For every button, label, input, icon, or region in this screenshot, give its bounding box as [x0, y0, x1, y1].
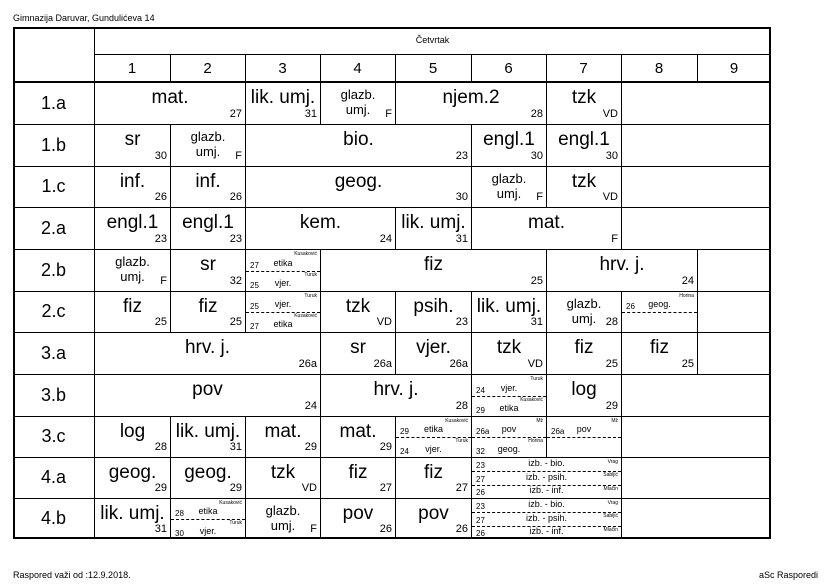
lesson-subject: engl.1 — [558, 129, 610, 150]
split-room: 23 — [476, 502, 485, 512]
split-teacher: Kusaković — [294, 313, 317, 319]
lesson-cell — [547, 167, 621, 207]
lesson-subject: sr — [124, 129, 141, 150]
lesson-cell — [547, 292, 621, 332]
grid-line — [621, 416, 622, 457]
lesson-teacher: F — [310, 523, 317, 535]
lesson-cell — [95, 83, 245, 124]
split-room: 24 — [400, 447, 409, 456]
lesson-cell — [246, 208, 395, 249]
lesson-cell — [547, 417, 621, 457]
lesson-cell — [472, 167, 546, 207]
split-room: 23 — [476, 461, 485, 471]
split-divider — [622, 312, 697, 313]
split-room: 26 — [476, 487, 485, 497]
grid-line — [621, 207, 622, 249]
split-subject: vjer. — [199, 526, 217, 536]
lesson-subject: tzk — [571, 171, 597, 192]
split-lesson — [622, 292, 697, 312]
lesson-room: VD — [527, 358, 543, 370]
lesson-cell — [246, 417, 320, 457]
lesson-subject: pov — [192, 379, 223, 400]
split-lesson — [547, 417, 621, 437]
split-subject: vjer. — [274, 278, 292, 288]
split-room: 27 — [476, 515, 485, 525]
period-header: 5 — [428, 60, 438, 77]
split-teacher: Sabljić — [603, 513, 618, 520]
lesson-room: 31 — [304, 108, 317, 120]
grid-line — [697, 332, 698, 374]
lesson-subject: fiz — [424, 254, 443, 275]
lesson-teacher: F — [385, 108, 392, 120]
split-room: 26a — [551, 427, 565, 436]
lesson-room: 23 — [154, 233, 167, 245]
lesson-subject: hrv. j. — [373, 379, 419, 400]
lesson-cell — [321, 499, 395, 539]
split-lesson — [396, 437, 471, 457]
split-room: 29 — [476, 406, 485, 415]
lesson-cell — [95, 499, 170, 539]
lesson-subject: tzk — [571, 87, 597, 108]
lesson-subject: mat. — [528, 212, 565, 233]
split-teacher: Turuk — [229, 520, 242, 526]
lesson-room: 26 — [455, 523, 468, 535]
lesson-cell — [246, 458, 320, 498]
lesson-room: 27 — [229, 108, 242, 120]
lesson-subject: lik. umj. — [100, 503, 165, 524]
split-subject: pov — [501, 424, 517, 434]
class-label: 1.a — [40, 93, 67, 113]
lesson-cell — [396, 499, 471, 539]
lesson-subject: lik. umj. — [175, 421, 241, 442]
grid-line — [621, 498, 622, 539]
lesson-subject: psih. — [413, 296, 454, 317]
period-header: 1 — [127, 60, 137, 77]
lesson-room: 25 — [530, 275, 543, 287]
split-lesson — [472, 512, 621, 525]
lesson-cell — [396, 417, 471, 457]
split-room: 25 — [250, 302, 259, 311]
lesson-room: VD — [376, 316, 392, 328]
split-teacher: Vrag — [607, 459, 618, 465]
lesson-cell — [547, 125, 621, 166]
lesson-cell — [472, 458, 621, 498]
lesson-room: 28 — [605, 316, 618, 328]
lesson-cell — [95, 375, 320, 416]
lesson-subject: njem.2 — [442, 87, 500, 108]
period-header: 2 — [203, 60, 212, 77]
split-lesson — [472, 458, 621, 471]
lesson-cell — [472, 125, 546, 166]
lesson-subject: sr — [200, 254, 216, 275]
lesson-teacher: F — [235, 150, 242, 162]
split-teacher: Kusaković — [294, 251, 317, 257]
period-header: 8 — [654, 60, 664, 77]
lesson-room: 28 — [530, 108, 543, 120]
period-header: 6 — [504, 60, 513, 77]
lesson-room: 31 — [455, 233, 468, 245]
class-label: 3.c — [41, 426, 66, 446]
lesson-subject: glazb. umj. — [491, 171, 527, 201]
split-room: 25 — [250, 281, 259, 290]
lesson-room: 26 — [154, 191, 167, 203]
lesson-cell — [246, 250, 320, 291]
lesson-teacher: F — [160, 275, 167, 287]
lesson-subject: mat. — [264, 421, 302, 442]
lesson-subject: fiz — [574, 337, 594, 358]
lesson-subject: tzk — [496, 337, 522, 358]
grid-line — [621, 457, 622, 498]
grid-line — [621, 374, 622, 416]
lesson-cell — [472, 499, 621, 539]
split-teacher: Mž — [611, 418, 618, 424]
grid-line — [621, 166, 622, 207]
brand-label: aSc Rasporedi — [758, 570, 818, 580]
split-teacher: Turuk — [304, 271, 317, 278]
lesson-cell — [321, 458, 395, 498]
split-room: 27 — [250, 322, 259, 331]
lesson-cell — [171, 250, 245, 291]
lesson-cell — [95, 167, 170, 207]
lesson-cell — [171, 417, 245, 457]
lesson-subject: tzk — [345, 296, 371, 317]
split-subject: etika — [273, 319, 293, 329]
split-teacher: Turuk — [455, 438, 468, 444]
lesson-subject: fiz — [198, 296, 218, 317]
lesson-subject: glazb. umj. — [115, 254, 150, 284]
lesson-subject: bio. — [343, 129, 374, 150]
grid-line — [621, 124, 622, 166]
split-subject: etika — [273, 257, 293, 268]
lesson-room: 24 — [379, 233, 392, 245]
split-subject: vjer. — [500, 382, 518, 393]
class-label: 2.a — [40, 218, 67, 238]
lesson-room: 24 — [681, 275, 694, 287]
split-lesson — [472, 485, 621, 498]
split-subject: geog. — [648, 299, 671, 309]
lesson-subject: tzk — [270, 462, 296, 483]
split-lesson — [472, 526, 621, 539]
class-label: 4.b — [40, 508, 67, 528]
split-room: 26a — [476, 427, 490, 436]
lesson-cell — [321, 333, 395, 374]
lesson-room: 23 — [455, 316, 468, 328]
split-lesson — [472, 437, 546, 457]
split-subject: vjer. — [425, 444, 442, 454]
split-lesson — [246, 271, 320, 292]
split-lesson — [246, 292, 320, 312]
lesson-cell — [95, 208, 170, 249]
lesson-cell — [171, 292, 245, 332]
split-room: 26 — [476, 528, 485, 538]
class-label: 2.b — [40, 260, 67, 280]
lesson-subject: geog. — [108, 462, 157, 483]
lesson-cell — [246, 292, 320, 332]
split-subject: izb. - bio. — [528, 499, 565, 510]
split-room: 27 — [250, 260, 259, 270]
lesson-room: VD — [301, 482, 317, 494]
lesson-cell — [472, 333, 546, 374]
lesson-cell — [321, 292, 395, 332]
split-teacher: Kusaković — [520, 396, 543, 403]
lesson-cell — [396, 83, 546, 124]
lesson-room: 24 — [304, 400, 317, 412]
split-room: 32 — [476, 447, 485, 456]
lesson-room: 26a — [449, 358, 468, 370]
lesson-room: 29 — [154, 482, 167, 494]
split-teacher: Horina — [679, 293, 694, 299]
lesson-subject: sr — [350, 337, 366, 358]
lesson-room: 29 — [605, 400, 618, 412]
lesson-cell — [472, 208, 621, 249]
split-subject: izb. - bio. — [528, 458, 565, 469]
lesson-room: 31 — [530, 316, 543, 328]
class-label: 2.c — [41, 301, 66, 321]
lesson-room: 30 — [154, 150, 167, 162]
split-lesson — [171, 519, 245, 539]
lesson-subject: lik. umj. — [401, 212, 466, 233]
split-room: 29 — [400, 427, 409, 436]
split-lesson — [472, 417, 546, 437]
lesson-subject: fiz — [650, 337, 669, 358]
lesson-room: 27 — [379, 482, 392, 494]
lesson-cell — [321, 83, 395, 124]
split-lesson — [472, 396, 546, 417]
split-teacher: Turuk — [304, 293, 317, 299]
grid-line — [697, 291, 698, 332]
lesson-subject: geog. — [334, 171, 383, 192]
lesson-subject: lik. umj. — [250, 87, 316, 108]
split-subject: vjer. — [274, 299, 292, 309]
lesson-subject: inf. — [119, 171, 146, 192]
split-teacher: Mlačin — [603, 526, 618, 533]
lesson-room: 30 — [455, 191, 468, 203]
lesson-room: 27 — [455, 482, 468, 494]
lesson-subject: kem. — [299, 212, 342, 233]
lesson-cell — [547, 83, 621, 124]
lesson-cell — [246, 499, 320, 539]
lesson-room: 29 — [304, 441, 317, 453]
split-subject: etika — [499, 403, 519, 413]
split-lesson — [246, 312, 320, 332]
lesson-cell — [396, 208, 471, 249]
lesson-cell — [171, 125, 245, 166]
split-lesson — [472, 499, 621, 512]
lesson-teacher: F — [611, 233, 618, 245]
lesson-cell — [622, 292, 697, 332]
split-subject: izb. - psih. — [525, 471, 567, 482]
split-teacher: Mž — [536, 418, 543, 424]
lesson-cell — [95, 125, 170, 166]
lesson-cell — [547, 375, 621, 416]
period-header: 7 — [579, 60, 588, 77]
split-teacher: Turuk — [530, 376, 543, 382]
lesson-subject: inf. — [195, 171, 221, 192]
lesson-room: VD — [602, 191, 618, 203]
split-subject: izb. - inf. — [529, 525, 564, 536]
lesson-subject: engl.1 — [483, 129, 535, 150]
lesson-room: 26 — [229, 191, 242, 203]
lesson-cell — [396, 333, 471, 374]
split-subject: izb. - inf. — [529, 484, 564, 495]
split-room: 27 — [476, 474, 485, 484]
split-room: 26 — [626, 302, 635, 311]
lesson-room: 31 — [154, 523, 167, 535]
lesson-room: 23 — [229, 233, 242, 245]
class-label: 1.c — [41, 176, 66, 196]
lesson-room: 30 — [605, 150, 618, 162]
day-header: Četvrtak — [415, 35, 450, 45]
lesson-subject: log — [571, 379, 597, 400]
lesson-room: 28 — [154, 441, 167, 453]
lesson-cell — [171, 458, 245, 498]
lesson-room: 29 — [229, 482, 242, 494]
split-room: 28 — [175, 509, 184, 518]
split-teacher: Kusaković — [445, 418, 468, 424]
split-lesson — [472, 375, 546, 396]
lesson-subject: engl.1 — [182, 212, 234, 233]
class-label: 1.b — [40, 135, 67, 155]
split-lesson — [396, 417, 471, 437]
lesson-subject: mat. — [339, 421, 377, 442]
lesson-subject: pov — [418, 503, 449, 524]
lesson-subject: hrv. j. — [599, 254, 645, 275]
lesson-subject: vjer. — [416, 337, 451, 358]
period-header: 9 — [729, 60, 739, 77]
split-lesson — [171, 499, 245, 519]
lesson-room: 26 — [379, 523, 392, 535]
lesson-room: 25 — [605, 358, 618, 370]
split-divider — [547, 437, 621, 438]
lesson-subject: engl.1 — [106, 212, 159, 233]
lesson-subject: glazb. umj. — [340, 87, 376, 117]
lesson-cell — [246, 83, 320, 124]
split-teacher: Sabljić — [603, 472, 618, 479]
lesson-room: VD — [602, 108, 618, 120]
split-teacher: Vrag — [607, 500, 618, 506]
lesson-room: 26a — [373, 358, 392, 370]
lesson-cell — [95, 333, 320, 374]
lesson-subject: mat. — [151, 87, 189, 108]
lesson-room: 29 — [379, 441, 392, 453]
lesson-subject: glazb. umj. — [190, 129, 226, 159]
lesson-subject: fiz — [123, 296, 142, 317]
split-teacher: Mlačin — [603, 485, 618, 492]
split-room: 30 — [175, 529, 184, 538]
lesson-room: 31 — [229, 441, 242, 453]
lesson-room: 26a — [298, 358, 317, 370]
period-header: 3 — [278, 60, 287, 77]
lesson-subject: pov — [342, 503, 374, 524]
lesson-cell — [472, 292, 546, 332]
lesson-room: 30 — [530, 150, 543, 162]
split-lesson — [246, 250, 320, 271]
lesson-cell — [547, 250, 697, 291]
lesson-room: 28 — [455, 400, 468, 412]
lesson-cell — [321, 417, 395, 457]
class-label: 3.b — [40, 385, 67, 405]
split-lesson — [472, 471, 621, 484]
split-teacher: Horina — [528, 438, 543, 444]
lesson-cell — [547, 333, 621, 374]
lesson-cell — [622, 333, 697, 374]
valid-from-note: Raspored važi od :12.9.2018. — [13, 570, 131, 580]
split-subject: etika — [423, 424, 443, 434]
lesson-cell — [95, 458, 170, 498]
lesson-cell — [171, 167, 245, 207]
split-teacher: Kusaković — [219, 500, 242, 506]
lesson-cell — [95, 417, 170, 457]
school-name: Gimnazija Daruvar, Gundulićeva 14 — [13, 13, 155, 23]
lesson-subject: glazb. umj. — [566, 296, 602, 326]
split-subject: pov — [576, 424, 592, 434]
lesson-subject: hrv. j. — [184, 337, 231, 358]
lesson-room: 25 — [154, 316, 167, 328]
lesson-room: 32 — [229, 275, 242, 287]
grid-line — [697, 249, 698, 291]
lesson-cell — [321, 375, 471, 416]
lesson-cell — [472, 375, 546, 416]
lesson-subject: log — [119, 421, 146, 442]
lesson-subject: glazb. umj. — [265, 503, 301, 533]
lesson-subject: geog. — [184, 462, 232, 483]
period-header: 4 — [353, 60, 362, 77]
lesson-room: 23 — [455, 150, 468, 162]
lesson-cell — [246, 125, 471, 166]
lesson-subject: fiz — [424, 462, 443, 483]
lesson-cell — [171, 208, 245, 249]
class-label: 4.a — [40, 467, 67, 487]
lesson-cell — [95, 250, 170, 291]
split-subject: etika — [198, 506, 218, 516]
lesson-cell — [171, 499, 245, 539]
lesson-cell — [95, 292, 170, 332]
lesson-subject: lik. umj. — [476, 296, 542, 317]
class-label: 3.a — [40, 343, 67, 363]
split-subject: geog. — [497, 444, 521, 454]
lesson-cell — [321, 250, 546, 291]
lesson-room: 25 — [229, 316, 242, 328]
lesson-cell — [396, 458, 471, 498]
grid-line — [621, 82, 622, 124]
split-subject: izb. - psih. — [525, 512, 567, 523]
lesson-cell — [472, 417, 546, 457]
lesson-cell — [246, 167, 471, 207]
lesson-room: 25 — [681, 358, 694, 370]
lesson-cell — [396, 292, 471, 332]
lesson-teacher: F — [536, 191, 543, 203]
lesson-subject: fiz — [348, 462, 368, 483]
split-room: 24 — [476, 385, 485, 395]
